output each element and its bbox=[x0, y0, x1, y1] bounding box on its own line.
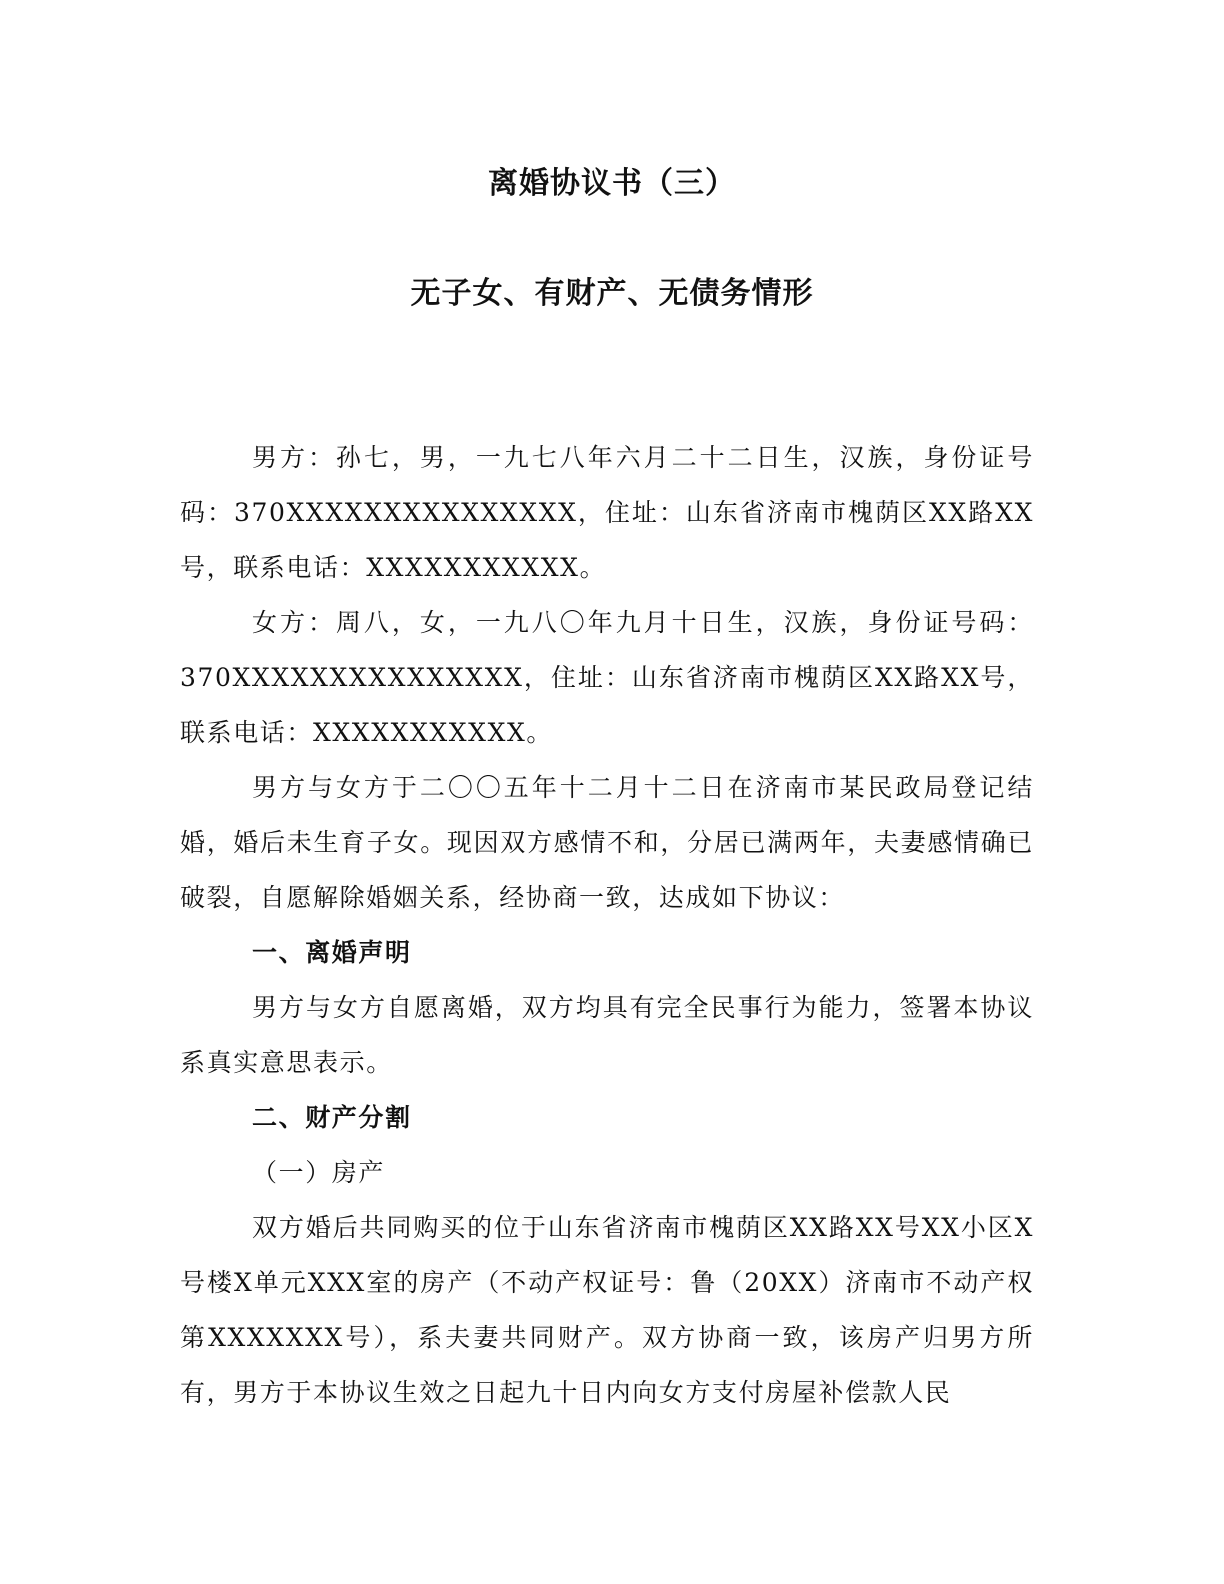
document-body bbox=[180, 430, 1034, 1420]
section-heading-property-division: 二、财产分割 bbox=[252, 1103, 412, 1132]
subsection-heading-real-estate: （一）房产 bbox=[252, 1158, 386, 1187]
section-heading-divorce-statement: 一、离婚声明 bbox=[252, 938, 412, 967]
wife-info-paragraph: 女方：周八，女，一九八〇年九月十日生，汉族，身份证号码：370XXXXXXXXXXXXXXX，住址：山东省济南市槐荫区XX路XX号，联系电话：XXXXXXXXXXX。 bbox=[180, 608, 1034, 747]
document-title: 离婚协议书（三） bbox=[488, 166, 736, 201]
husband-info-paragraph: 男方：孙七，男，一九七八年六月二十二日生，汉族，身份证号码：370XXXXXXXXXXXXXXX，住址：山东省济南市槐荫区XX路XX号，联系电话：XXXXXXXXXXX。 bbox=[180, 443, 1034, 582]
marriage-intro-paragraph: 男方与女方于二〇〇五年十二月十二日在济南市某民政局登记结婚，婚后未生育子女。现因双方感情不和，分居已满两年，夫妻感情确已破裂，自愿解除婚姻关系，经协商一致，达成如下协议： bbox=[180, 773, 1034, 912]
divorce-statement-paragraph: 男方与女方自愿离婚，双方均具有完全民事行为能力，签署本协议系真实意思表示。 bbox=[180, 993, 1034, 1077]
real-estate-paragraph: 双方婚后共同购买的位于山东省济南市槐荫区XX路XX号XX小区X号楼X单元XXX室的房产（不动产权证号：鲁（20XX）济南市不动产权第XXXXXXX号），系夫妻共同财产。双方协商一致，该房产归男方所有，男方于本协议生效之日起九十日内向女方支付房屋补偿款人民 bbox=[180, 1213, 1034, 1407]
document-subtitle: 无子女、有财产、无债务情形 bbox=[410, 276, 814, 311]
